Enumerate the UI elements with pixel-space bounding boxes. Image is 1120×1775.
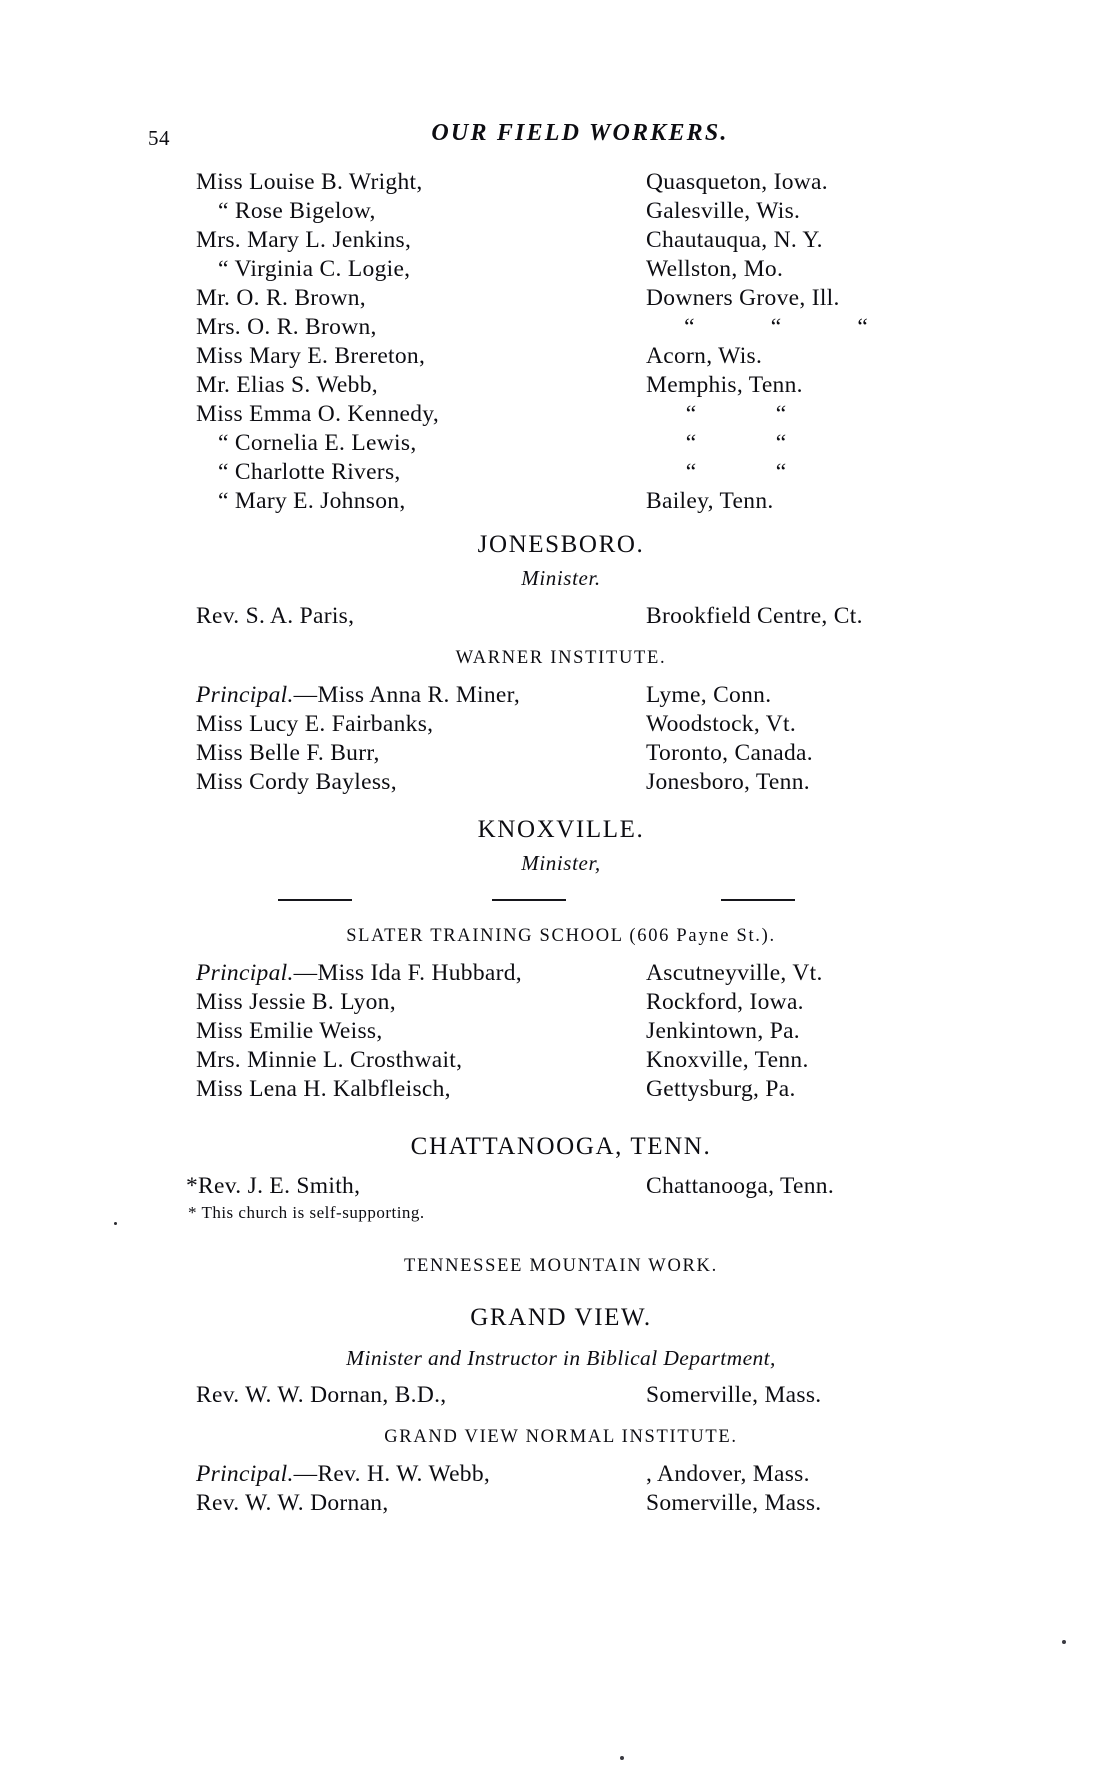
worker-place: Downers Grove, Ill.	[646, 285, 840, 311]
ditto-mark: “	[775, 430, 787, 456]
subsection-heading: GRAND VIEW NORMAL INSTITUTE.	[384, 1427, 738, 1447]
section-subtitle: Minister.	[521, 566, 601, 590]
worker-place: Lyme, Conn.	[646, 682, 772, 708]
role-label: Principal.	[196, 1461, 294, 1487]
worker-place: Somerville, Mass.	[646, 1382, 822, 1408]
worker-place: Acorn, Wis.	[646, 343, 763, 369]
worker-name: Miss Lucy E. Fairbanks,	[196, 711, 434, 737]
roster-row	[196, 284, 926, 313]
worker-name: Miss Belle F. Burr,	[196, 740, 380, 766]
worker-place: Brookfield Centre, Ct.	[646, 603, 863, 629]
roster-row	[196, 710, 926, 739]
section-title: KNOXVILLE.	[477, 816, 645, 843]
worker-name: “ Virginia C. Logie,	[218, 256, 411, 282]
worker-place: Rockford, Iowa.	[646, 989, 804, 1015]
page-number: 54	[148, 126, 170, 150]
worker-place: Quasqueton, Iowa.	[646, 169, 828, 195]
running-head: OUR FIELD WORKERS.	[431, 120, 729, 146]
worker-place: Knoxville, Tenn.	[646, 1047, 809, 1073]
worker-name: Rev. W. W. Dornan, B.D.,	[196, 1382, 447, 1408]
footnote: * This church is self-supporting.	[188, 1203, 425, 1222]
horizontal-rule	[278, 899, 352, 901]
roster-row	[196, 429, 926, 458]
worker-name: Mrs. O. R. Brown,	[196, 314, 377, 340]
ditto-mark: “	[770, 314, 782, 340]
ditto-mark: “	[685, 459, 697, 485]
worker-name: Miss Emilie Weiss,	[196, 1018, 383, 1044]
worker-name: Miss Mary E. Brereton,	[196, 343, 426, 369]
roster-row	[196, 1460, 926, 1489]
ditto-mark: “	[684, 314, 695, 340]
ink-speck	[620, 1756, 624, 1760]
subsection-heading: SLATER TRAINING SCHOOL (606 Payne St.).	[346, 926, 776, 946]
ink-speck	[1062, 1640, 1066, 1644]
worker-place: Jonesboro, Tenn.	[646, 769, 810, 795]
roster-row	[196, 487, 926, 516]
worker-name: “ Cornelia E. Lewis,	[218, 430, 417, 456]
worker-name: Miss Emma O. Kennedy,	[196, 401, 440, 427]
roster-row	[196, 602, 926, 631]
subsection-heading: TENNESSEE MOUNTAIN WORK.	[404, 1256, 718, 1276]
roster-row	[196, 1489, 926, 1518]
subsection-heading: WARNER INSTITUTE.	[455, 648, 667, 668]
section-title: GRAND VIEW.	[470, 1304, 652, 1331]
ink-speck	[114, 1222, 117, 1225]
ditto-mark: “	[775, 459, 787, 485]
roster-row	[196, 1046, 926, 1075]
worker-place: Bailey, Tenn.	[646, 488, 774, 514]
worker-place: Chautauqua, N. Y.	[646, 227, 823, 253]
page-body	[186, 168, 926, 1518]
worker-name: Mr. Elias S. Webb,	[196, 372, 378, 398]
worker-place: Ascutneyville, Vt.	[646, 960, 823, 986]
roster-row	[196, 226, 926, 255]
worker-place: Galesville, Wis.	[646, 198, 801, 224]
section-title: JONESBORO.	[477, 531, 645, 558]
roster-row	[196, 1075, 926, 1104]
section-chattanooga	[186, 1130, 926, 1225]
section-jonesboro	[196, 528, 926, 797]
worker-place: Gettysburg, Pa.	[646, 1076, 796, 1102]
roster-row	[196, 681, 926, 710]
horizontal-rule	[721, 899, 795, 901]
worker-name-text: —Miss Anna R. Miner,	[293, 682, 521, 708]
worker-place: Toronto, Canada.	[646, 740, 813, 766]
worker-place: Wellston, Mo.	[646, 256, 784, 282]
section-knoxville	[196, 813, 926, 1104]
roster-row	[196, 313, 926, 342]
worker-place: Jenkintown, Pa.	[646, 1018, 800, 1044]
roster-row	[196, 197, 926, 226]
page-header	[0, 120, 1120, 154]
roster-row	[196, 1017, 926, 1046]
roster-row	[196, 988, 926, 1017]
roster-row	[196, 768, 926, 797]
worker-name: Mrs. Minnie L. Crosthwait,	[196, 1047, 463, 1073]
ditto-mark: “	[857, 314, 868, 340]
worker-name: “ Rose Bigelow,	[218, 198, 376, 224]
roster-row	[196, 400, 926, 429]
section-subtitle: Minister,	[521, 851, 601, 875]
worker-name: Rev. W. W. Dornan,	[196, 1490, 389, 1516]
role-label: Principal.	[196, 682, 294, 708]
ditto-mark: “	[775, 401, 787, 427]
section-grand-view	[196, 1301, 926, 1518]
section-subtitle: Minister and Instructor in Biblical Department,	[346, 1346, 776, 1370]
worker-place: , Andover, Mass.	[646, 1461, 810, 1487]
roster-row	[196, 342, 926, 371]
roster-row	[196, 1381, 926, 1410]
horizontal-rule	[492, 899, 566, 901]
ditto-mark: “	[685, 430, 697, 456]
worker-name-text: —Rev. H. W. Webb,	[293, 1461, 491, 1487]
worker-name: “ Charlotte Rivers,	[218, 459, 401, 485]
worker-name: Rev. S. A. Paris,	[196, 603, 355, 629]
roster-row	[196, 739, 926, 768]
worker-name: Miss Jessie B. Lyon,	[196, 989, 396, 1015]
worker-place: Chattanooga, Tenn.	[646, 1173, 835, 1199]
worker-name: Mr. O. R. Brown,	[196, 285, 366, 311]
worker-name	[196, 1460, 490, 1489]
role-label: Principal.	[196, 960, 294, 986]
worker-name: Miss Cordy Bayless,	[196, 769, 397, 795]
rule-group	[196, 887, 926, 913]
worker-place: Woodstock, Vt.	[646, 711, 797, 737]
section-opening-roster	[196, 168, 926, 516]
worker-name: “ Mary E. Johnson,	[218, 488, 406, 514]
worker-name	[196, 959, 522, 988]
worker-name: Miss Lena H. Kalbfleisch,	[196, 1076, 451, 1102]
ditto-marks	[646, 429, 826, 458]
worker-name: Miss Louise B. Wright,	[196, 169, 423, 195]
worker-name: Mrs. Mary L. Jenkins,	[196, 227, 412, 253]
roster-row	[196, 255, 926, 284]
roster-row	[196, 168, 926, 197]
worker-place: Somerville, Mass.	[646, 1490, 822, 1516]
ditto-marks	[646, 313, 906, 342]
ditto-mark: “	[685, 401, 697, 427]
roster-row	[186, 1172, 926, 1201]
roster-row	[196, 458, 926, 487]
roster-row	[196, 371, 926, 400]
ditto-marks	[646, 400, 826, 429]
section-title: CHATTANOOGA, TENN.	[410, 1133, 712, 1160]
worker-place: Memphis, Tenn.	[646, 372, 803, 398]
roster-row	[196, 959, 926, 988]
worker-name	[196, 681, 520, 710]
ditto-marks	[646, 458, 826, 487]
worker-name-text: —Miss Ida F. Hubbard,	[293, 960, 522, 986]
worker-name: *Rev. J. E. Smith,	[186, 1173, 361, 1199]
section-tennessee-mountain-work	[196, 1251, 926, 1281]
